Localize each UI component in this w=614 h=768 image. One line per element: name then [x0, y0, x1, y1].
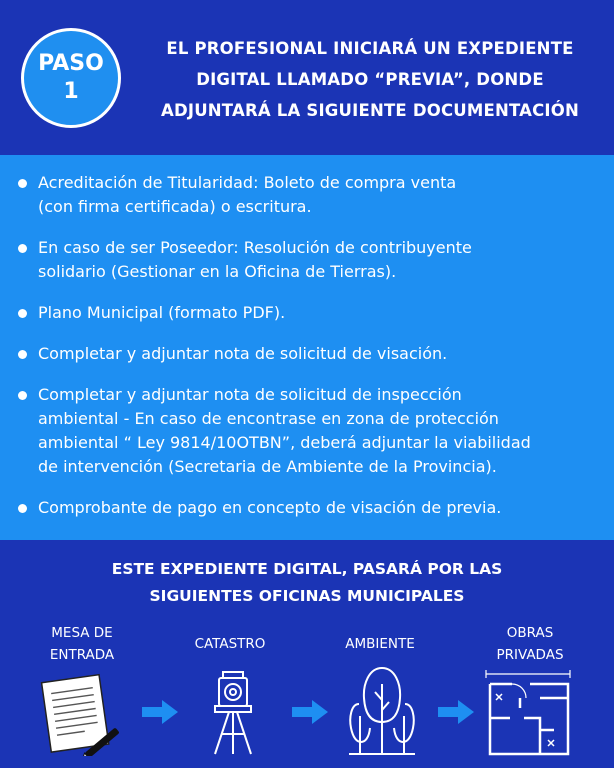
office-label-line: PRIVADAS	[496, 647, 564, 663]
office-label-mesa-de-entrada	[30, 622, 134, 666]
requirements-list	[0, 171, 614, 537]
arrow-right-icon	[436, 697, 476, 727]
requirement-line: de intervención (Secretaria de Ambiente de la Provincia).	[38, 457, 497, 476]
bullet-icon	[18, 504, 27, 513]
route-title-line: ESTE EXPEDIENTE DIGITAL, PASARÁ POR LAS	[111, 560, 503, 578]
office-label-line: CATASTRO	[194, 636, 266, 652]
bullet-icon	[18, 309, 27, 318]
office-label-line: AMBIENTE	[345, 636, 415, 652]
requirement-line: ambiental “ Ley 9814/10OTBN”, deberá adjuntar la viabilidad	[38, 433, 531, 452]
requirement-line: solidario (Gestionar en la Oficina de Tierras).	[38, 262, 397, 281]
step-badge-number: 1	[63, 79, 79, 104]
requirement-line: Completar y adjuntar nota de solicitud de visación.	[38, 344, 448, 363]
office-label-line: ENTRADA	[49, 647, 115, 663]
headline-line: ADJUNTARÁ LA SIGUIENTE DOCUMENTACIÓN	[160, 101, 580, 120]
requirement-item	[0, 383, 614, 479]
bullet-icon	[18, 350, 27, 359]
requirement-line: ambiental - En caso de encontrase en zona de protección	[38, 409, 499, 428]
requirement-line: En caso de ser Poseedor: Resolución de contribuyente	[38, 238, 472, 257]
bullet-icon	[18, 244, 27, 253]
requirement-line: Acreditación de Titularidad: Boleto de compra venta	[38, 173, 457, 192]
requirement-line: Completar y adjuntar nota de solicitud de inspección	[38, 385, 462, 404]
bullet-icon	[18, 391, 27, 400]
headline-line: DIGITAL LLAMADO “PREVIA”, DONDE	[196, 70, 544, 89]
office-label-line: OBRAS	[506, 625, 554, 641]
requirement-item	[0, 496, 614, 520]
route-title-line: SIGUIENTES OFICINAS MUNICIPALES	[149, 587, 465, 605]
headline	[140, 33, 600, 126]
document-pen-icon	[38, 672, 126, 756]
requirement-line: Comprobante de pago en concepto de visación de previa.	[38, 498, 502, 517]
office-label-ambiente	[328, 633, 432, 655]
requirement-line: Plano Municipal (formato PDF).	[38, 303, 286, 322]
requirement-line: (con firma certificada) o escritura.	[38, 197, 312, 216]
theodolite-icon	[205, 668, 261, 758]
bullet-icon	[18, 179, 27, 188]
office-label-obras-privadas	[478, 622, 582, 666]
arrow-right-icon	[290, 697, 330, 727]
requirement-item	[0, 342, 614, 366]
arrow-right-icon	[140, 697, 180, 727]
headline-line: EL PROFESIONAL INICIARÁ UN EXPEDIENTE	[166, 39, 574, 58]
requirement-item	[0, 171, 614, 219]
requirement-item	[0, 301, 614, 325]
office-label-line: MESA DE	[51, 625, 113, 641]
requirement-item	[0, 236, 614, 284]
trees-icon	[347, 664, 417, 758]
floor-plan-icon	[480, 668, 576, 758]
step-badge	[21, 28, 121, 128]
route-title	[0, 556, 614, 610]
office-label-catastro	[178, 633, 282, 655]
step-badge-word: PASO	[38, 51, 104, 76]
